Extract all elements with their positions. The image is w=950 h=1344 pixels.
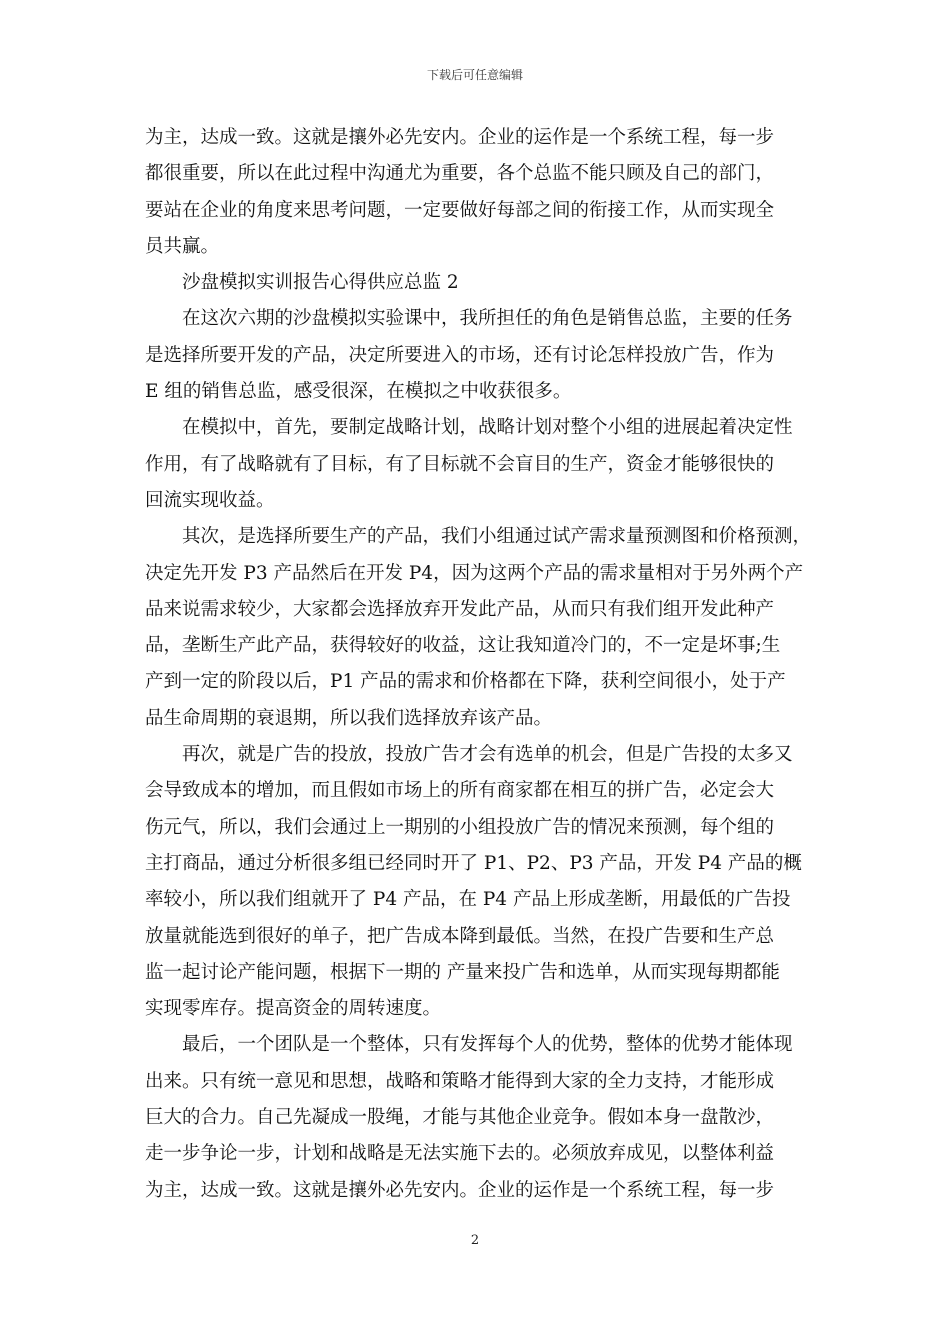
- text-line: 放量就能选到很好的单子，把广告成本降到最低。当然，在投广告要和生产总: [145, 925, 775, 947]
- text-line: 率较小，所以我们组就开了 P4 产品，在 P4 产品上形成垄断，用最低的广告投: [145, 889, 791, 911]
- section-heading: [145, 265, 815, 301]
- text-line: 主打商品，通过分析很多组已经同时开了 P1、P2、P3 产品，开发 P4 产品的概: [145, 852, 802, 874]
- text-line: 监一起讨论产能问题，根据下一期的 产量来投广告和选单，从而实现每期都能: [145, 961, 780, 983]
- text-line: 在模拟中，首先，要制定战略计划，战略计划对整个小组的进展起着决定性: [145, 417, 793, 439]
- text-line: 伤元气，所以，我们会通过上一期别的小组投放广告的情况来预测，每个组的: [145, 816, 775, 838]
- text-line: 决定先开发 P3 产品然后在开发 P4，因为这两个产品的需求量相对于另外两个产: [145, 562, 804, 584]
- text-line: 出来。只有统一意见和思想，战略和策略才能得到大家的全力支持，才能形成: [145, 1070, 775, 1092]
- text-line: 再次，就是广告的投放，投放广告才会有选单的机会，但是广告投的太多又: [145, 744, 793, 766]
- paragraph-products: [145, 519, 815, 737]
- paragraph-intro: [145, 301, 815, 410]
- text-line: 实现零库存。提高资金的周转速度。: [145, 998, 442, 1020]
- text-line: E 组的销售总监，感受很深，在模拟之中收获很多。: [145, 381, 572, 403]
- text-line: 巨大的合力。自己先凝成一股绳，才能与其他企业竞争。假如本身一盘散沙，: [145, 1107, 775, 1129]
- paragraph-strategy: [145, 410, 815, 519]
- heading-line: 沙盘模拟实训报告心得供应总监 2: [145, 272, 459, 294]
- page-number: 2: [470, 1233, 480, 1248]
- text-line: 都很重要，所以在此过程中沟通尤为重要，各个总监不能只顾及自己的部门，: [145, 163, 775, 185]
- text-line: 品，垄断生产此产品，获得较好的收益，这让我知道冷门的，不一定是坏事;生: [145, 635, 781, 657]
- paragraph-teamwork: [145, 1027, 815, 1208]
- text-line: 是选择所要开发的产品，决定所要进入的市场，还有讨论怎样投放广告，作为: [145, 344, 775, 366]
- page-header: 下载后可任意编辑: [426, 68, 523, 82]
- text-line: 其次，是选择所要生产的产品，我们小组通过试产需求量预测图和价格预测，: [145, 526, 812, 548]
- text-line: 会导致成本的增加，而且假如市场上的所有商家都在相互的拼广告，必定会大: [145, 780, 775, 802]
- text-line: 在这次六期的沙盘模拟实验课中，我所担任的角色是销售总监，主要的任务: [145, 308, 793, 330]
- text-line: 品生命周期的衰退期，所以我们选择放弃该产品。: [145, 707, 553, 729]
- text-line: 员共赢。: [145, 235, 220, 257]
- paragraph-continuation: [145, 120, 815, 265]
- text-line: 产到一定的阶段以后，P1 产品的需求和价格都在下降，获利空间很小，处于产: [145, 671, 786, 693]
- text-line: 品来说需求较少，大家都会选择放弃开发此产品，从而只有我们组开发此种产: [145, 598, 775, 620]
- text-line: 为主，达成一致。这就是攘外必先安内。企业的运作是一个系统工程，每一步: [145, 127, 775, 148]
- text-line: 最后，一个团队是一个整体，只有发挥每个人的优势，整体的优势才能体现: [145, 1034, 793, 1056]
- text-line: 为主，达成一致。这就是攘外必先安内。企业的运作是一个系统工程，每一步: [145, 1179, 775, 1201]
- text-line: 要站在企业的角度来思考问题，一定要做好每部之间的衔接工作，从而实现全: [145, 199, 775, 221]
- text-line: 回流实现收益。: [145, 489, 275, 511]
- document-body: [145, 120, 815, 1209]
- text-line: 走一步争论一步，计划和战略是无法实施下去的。必须放弃成见，以整体利益: [145, 1143, 775, 1165]
- paragraph-advertising: [145, 737, 815, 1027]
- text-line: 作用，有了战略就有了目标，有了目标就不会盲目的生产，资金才能够很快的: [145, 453, 775, 475]
